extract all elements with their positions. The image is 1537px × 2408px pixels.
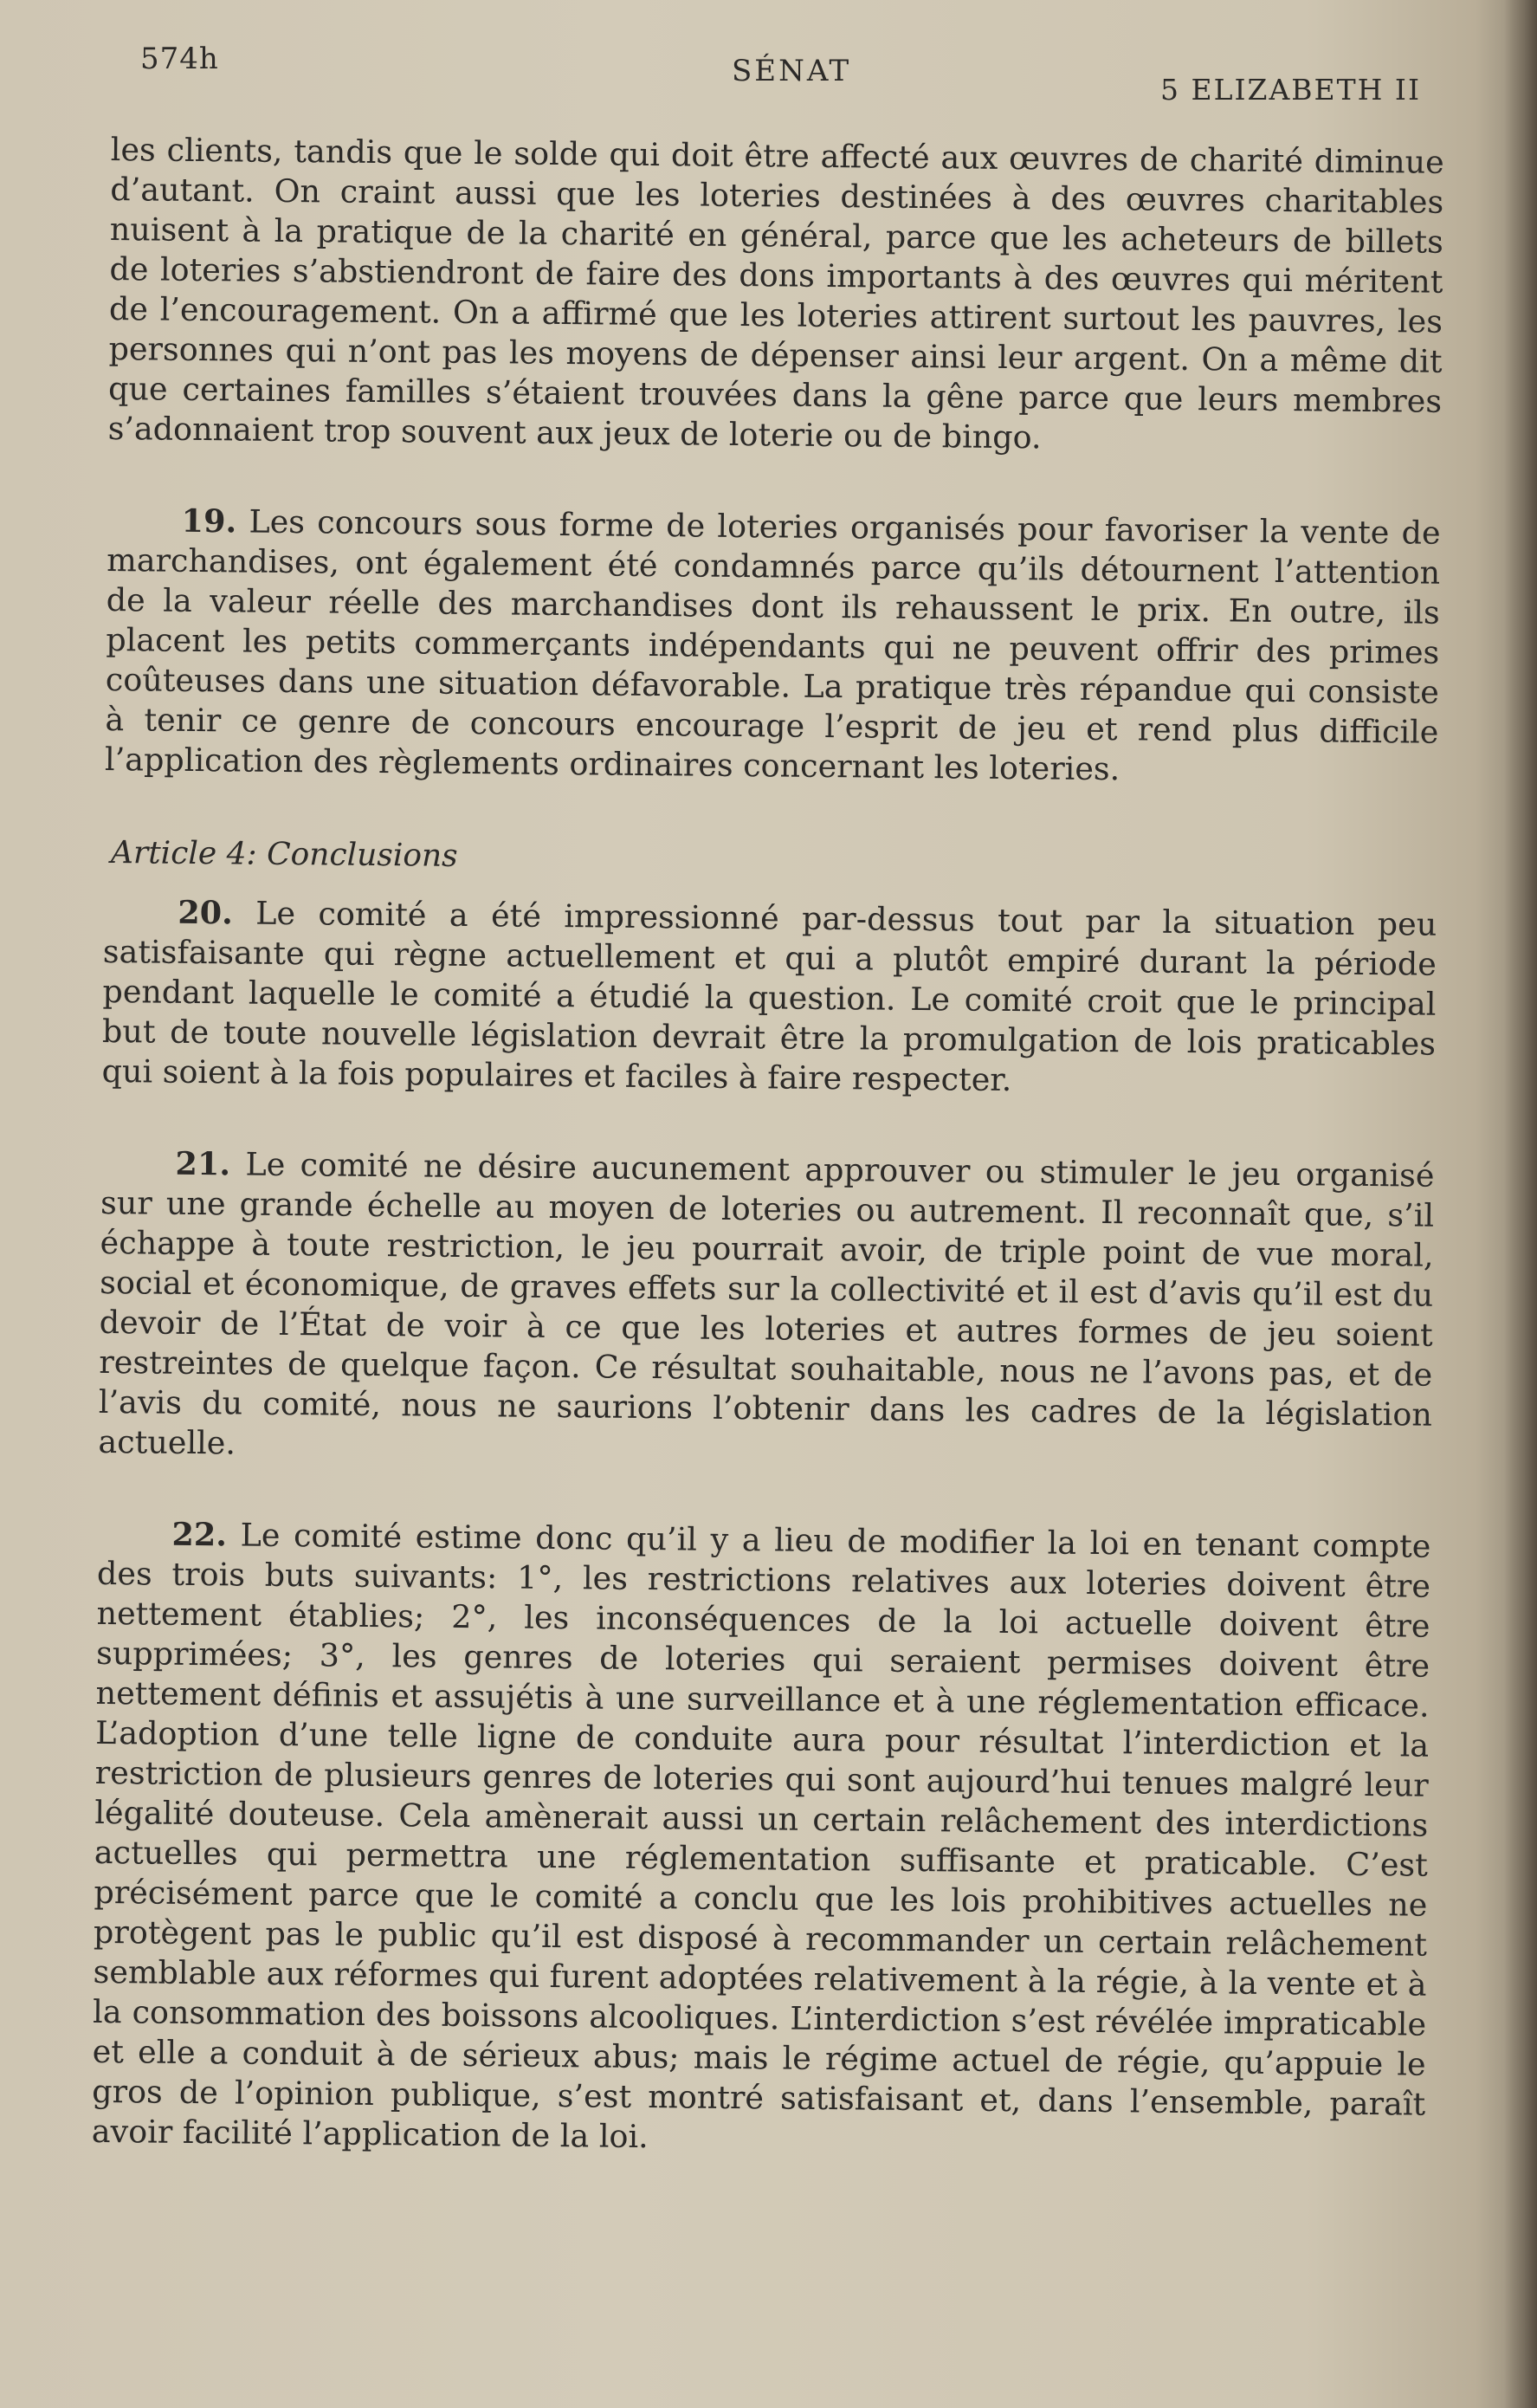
paragraph-text: Le comité a été impressionné par-dessus tout par la situation peu satisfaisante qui règne actuellement et qui a plutôt empiré durant la période pendant laquelle le comité a étudié la question. Le comité croit que le principal but de toute nouvelle législation devrait être la promulgation de lois praticables qui soient à la fois populaires et faciles à faire respecter. xyxy=(101,894,1437,1099)
paragraph-continued: les clients, tandis que le solde qui doit être affecté aux œuvres de charité diminue d’autant. On craint aussi que les loteries destinées à des œuvres charitables nuisent à la pratique de la charité en général, parce que les acheteurs de billets de loteries s’abstiendront de faire des dons importants à des œuvres qui méritent de l’encouragement. On a affirmé que les loteries attirent surtout les pauvres, les personnes qui n’ont pas les moyens de dépenser ainsi leur argent. On a même dit que certaines familles s’étaient trouvées dans la gêne parce que leurs membres s’adonnaient trop souvent aux jeux de loterie ou de bingo. xyxy=(107,130,1444,456)
paragraph-text: Les concours sous forme de loteries organisés pour favoriser la vente de marchandises, ont également été condamnés parce qu’ils détournent l’attention de la valeur réelle des marchandises dont ils rehaussent le prix. En outre, ils placent les petits commerçants indépendants qui ne peuvent offrir des primes coûteuses dans une situation défavorable. La pratique très répandue qui consiste à tenir ce genre de concours encourage l’esprit de jeu et rend plus difficile l’application des règlements ordinaires concernant les loteries. xyxy=(104,502,1441,788)
paragraph-22 xyxy=(92,1514,1431,2165)
paragraph-number: 22. xyxy=(171,1515,228,1554)
paragraph-number: 21. xyxy=(175,1144,231,1183)
paragraph-text: Le comité ne désire aucunement approuver ou stimuler le jeu organisé sur une grande échelle au moyen de loteries ou autrement. Il reconnaît que, s’il échappe à toute restriction, le jeu pourrait avoir, de triple point de vue moral, social et économique, de graves effets sur la collectivité et il est d’avis qu’il est du devoir de l’État de voir à ce que les loteries et autres formes de jeu soient restreintes de quelque façon. Ce résultat souhaitable, nous ne l’avons pas, et de l’avis du comité, nous ne saurions l’obtenir dans les cadres de la législation actuelle. xyxy=(98,1145,1435,1462)
body-text xyxy=(92,130,1444,2165)
paragraph-number: 19. xyxy=(181,502,237,541)
binding-shadow xyxy=(1504,0,1537,2408)
paragraph-19 xyxy=(105,501,1441,793)
section-heading: Article 4: Conclusions xyxy=(110,835,458,874)
paragraph-20 xyxy=(101,892,1437,1104)
running-title: SÉNAT xyxy=(732,54,852,88)
paragraph-text: Le comité estime donc qu’il y a lieu de modifier la loi en tenant compte des trois buts suivants: 1°, les restrictions relatives aux loteries doivent être nettement établies; 2°, les inconséquences de la loi actuelle doivent être supprimées; 3°, les genres de loteries qui seraient permises doivent être nettement définis et assujétis à une surveillance et à une réglementation efficace. L’adoption d’une telle ligne de conduite aura pour résultat l’interdiction et la restriction de plusieurs genres de loteries qui sont aujourd’hui tenues malgré leur légalité douteuse. Cela amènerait aussi un certain relâchement des interdictions actuelles qui permettra une réglementation suffisante et praticable. C’est précisément parce que le comité a conclu que les lois prohibitives actuelles ne protègent pas le public qu’il est disposé à recommander un certain relâchement semblable aux réformes qui furent adoptées relativement à la régie, à la vente et à la consommation des boissons alcooliques. L’interdiction s’est révélée impraticable et elle a conduit à de sérieux abus; mais le régime actuel de régie, qu’appuie le gros de l’opinion publique, s’est montré satisfaisant et, dans l’ensemble, paraît avoir facilité l’application de la loi. xyxy=(91,1516,1431,2156)
paragraph-21 xyxy=(98,1143,1434,1475)
running-header-right: 5 ELIZABETH II xyxy=(1160,73,1421,107)
paragraph-number: 20. xyxy=(178,893,234,932)
page-number: 574h xyxy=(140,42,219,76)
